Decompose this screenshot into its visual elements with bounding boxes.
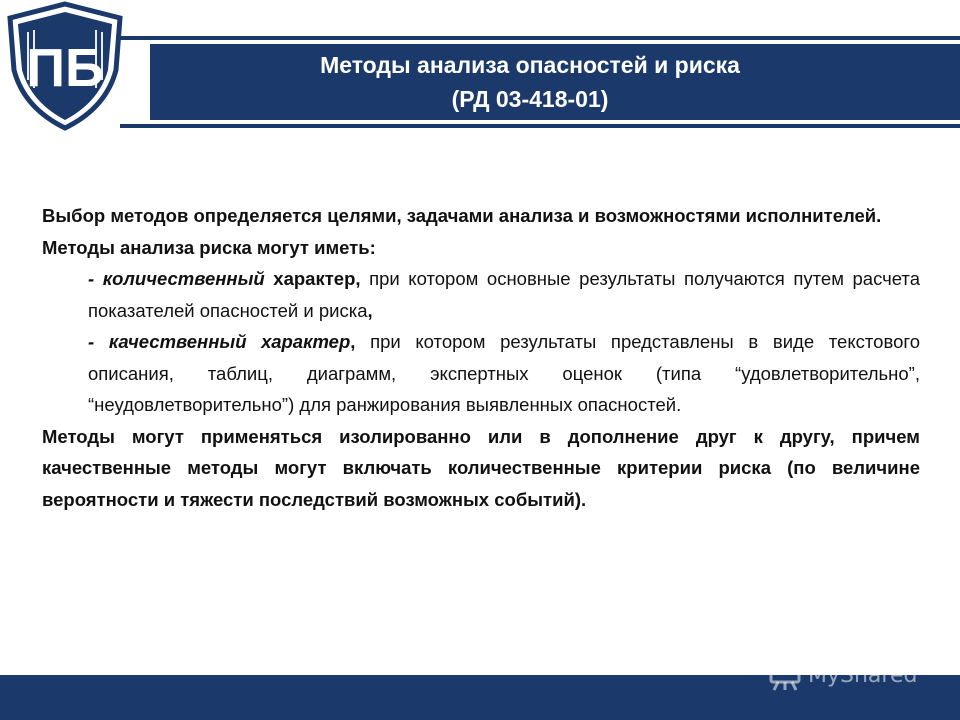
list-item-qualitative xyxy=(42,326,920,421)
watermark-text: MyShared xyxy=(808,662,918,688)
item1-lead: - количественный xyxy=(88,268,265,289)
paragraph-methods-lead: Методы анализа риска могут иметь: xyxy=(42,236,376,258)
svg-text:ПБ: ПБ xyxy=(26,38,104,98)
list-item-quantitative xyxy=(42,263,920,326)
header-top-rule xyxy=(120,36,960,40)
title-line-2: (РД 03-418-01) xyxy=(451,86,609,112)
slide-body xyxy=(42,200,920,515)
watermark-icon xyxy=(768,658,802,692)
item1-bold: характер, xyxy=(264,268,361,289)
item1-text: при котором основные результаты получаются путем расчета показателей опасностей и риска xyxy=(88,268,920,321)
item1-end: , xyxy=(367,299,373,321)
header-bottom-rule xyxy=(120,124,960,128)
item2-lead: - качественный характер xyxy=(88,331,351,352)
item2-text: при котором результаты представлены в виде текстового описания, таблиц, диаграмм, экспертных оценок (типа “удовлетворительно”, “неудовлетворительно”) для ранжирования выявленных опасностей. xyxy=(88,331,920,415)
title-line-1: Методы анализа опасностей и риска xyxy=(320,52,740,78)
watermark xyxy=(768,655,917,695)
header xyxy=(0,0,960,148)
item2-bold: , xyxy=(350,331,356,352)
page-title xyxy=(150,44,910,120)
paragraph-intro: Выбор методов определяется целями, задачами анализа и возможностями исполнителей. xyxy=(42,205,882,226)
paragraph-combination: Методы могут применяться изолированно или в дополнение друг к другу, причем качественные методы могут включать количественные критерии риска (по величине вероятности и тяжести последствий возможных событий). xyxy=(42,425,920,510)
shield-logo-icon xyxy=(2,0,128,132)
